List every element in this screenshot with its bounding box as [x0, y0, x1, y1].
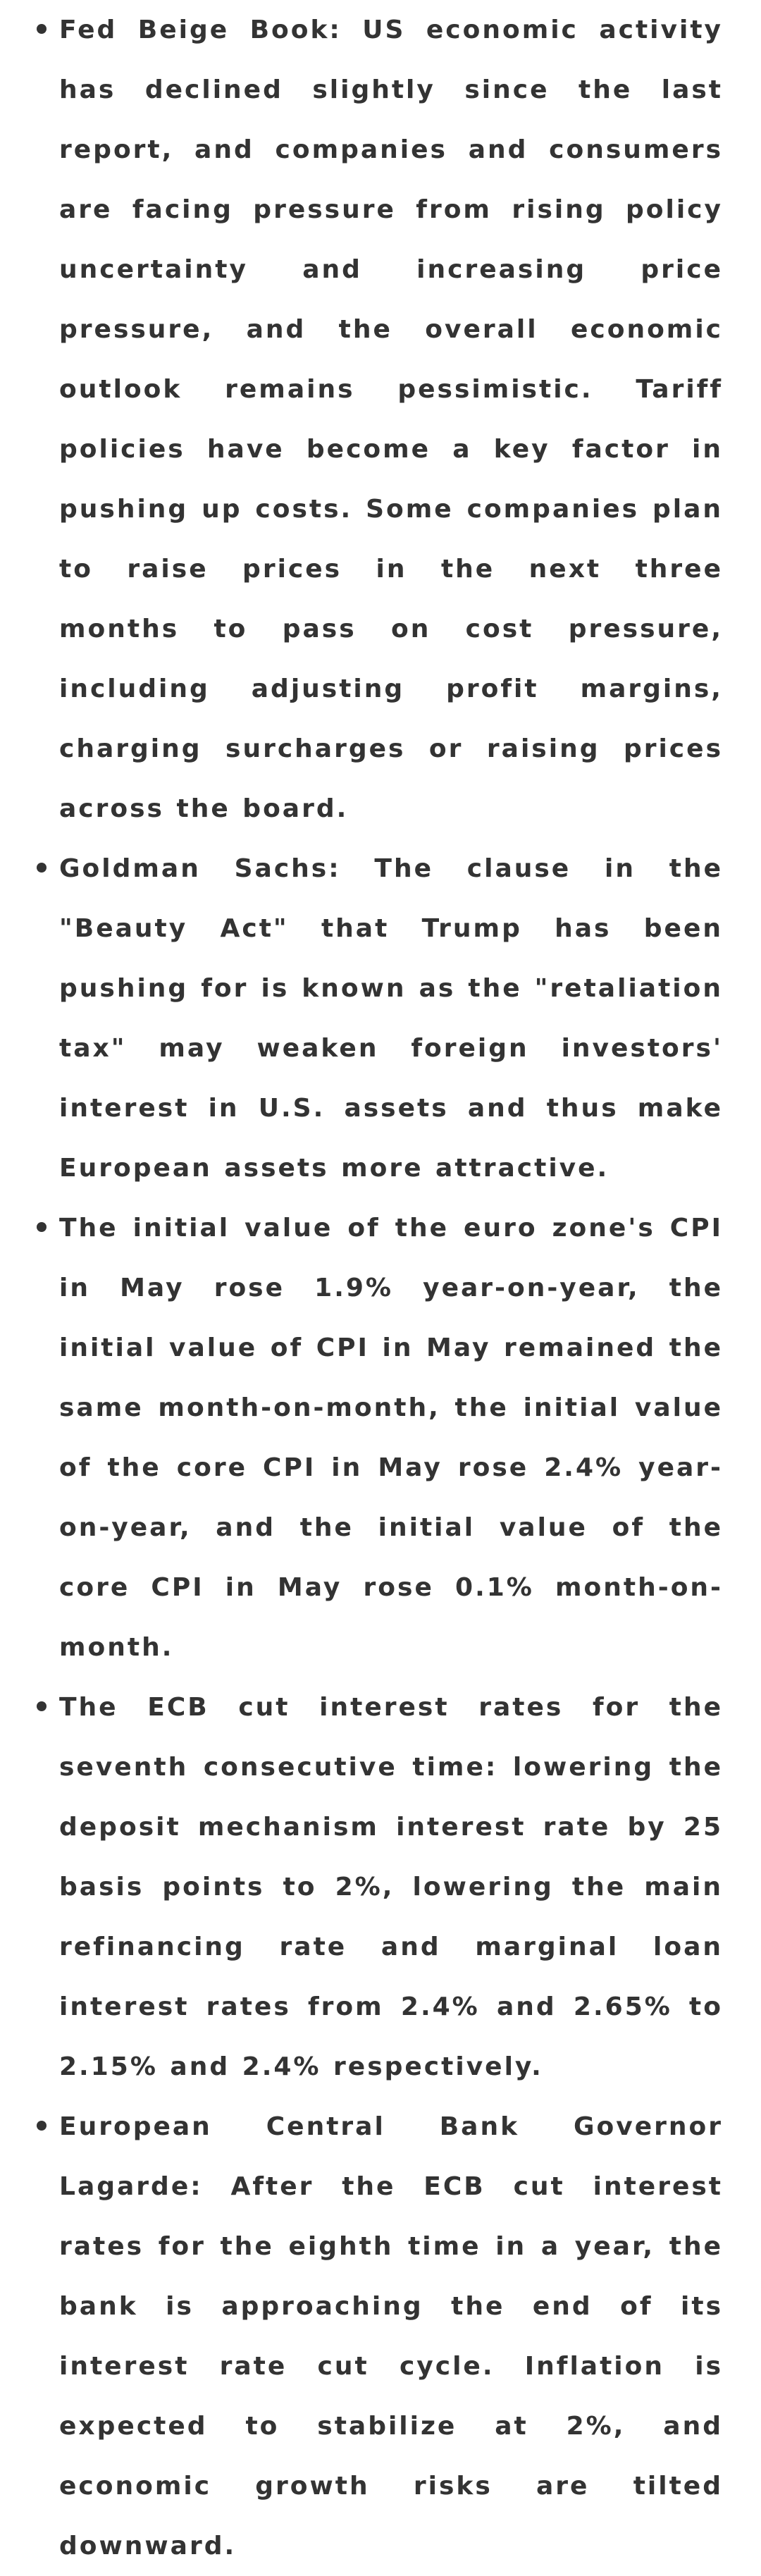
- news-item-goldman-sachs: [34, 839, 723, 1198]
- news-item-fed-beige-book: [34, 0, 723, 839]
- bullet-dot-icon: [37, 24, 47, 34]
- news-item-euro-zone-cpi: [34, 1198, 723, 1677]
- news-item-lagarde: [34, 2097, 723, 2576]
- bullet-dot-icon: [37, 2121, 47, 2131]
- news-item-text: Fed Beige Book: US economic activity has declined slightly since the last report, and companies and consumers are facing pressure from rising policy uncertainty and increasing price pressure, and the overall economic outlook remains pessimistic. Tariff policies have become a key factor in pushing up costs. Some companies plan to raise prices in the next three months to pass on cost pressure, including adjusting profit margins, charging surcharges or raising prices across the board.: [59, 16, 723, 823]
- news-item-ecb-rate-cut: [34, 1677, 723, 2097]
- news-item-text: The initial value of the euro zone's CPI in May rose 1.9% year-on-year, the initial value of CPI in May remained the same month-on-month, the initial value of the core CPI in May rose 2.4% year-on-year, and the initial value of the core CPI in May rose 0.1% month-on-month.: [59, 1214, 723, 1662]
- news-item-text: The ECB cut interest rates for the seventh consecutive time: lowering the deposit mechanism interest rate by 25 basis points to 2%, lowering the main refinancing rate and marginal loan interest rates from 2.4% and 2.65% to 2.15% and 2.4% respectively.: [59, 1693, 723, 2081]
- news-item-text: Goldman Sachs: The clause in the "Beauty Act" that Trump has been pushing for is known as the "retaliation tax" may weaken foreign investors' interest in U.S. assets and thus make European assets more attractive.: [59, 854, 723, 1183]
- bullet-dot-icon: [37, 1222, 47, 1232]
- news-item-text: European Central Bank Governor Lagarde: After the ECB cut interest rates for the eighth time in a year, the bank is approaching the end of its interest rate cut cycle. Inflation is expected to stabilize at 2%, and economic growth risks are tilted downward.: [59, 2112, 723, 2560]
- bullet-dot-icon: [37, 863, 47, 873]
- bullet-dot-icon: [37, 1701, 47, 1711]
